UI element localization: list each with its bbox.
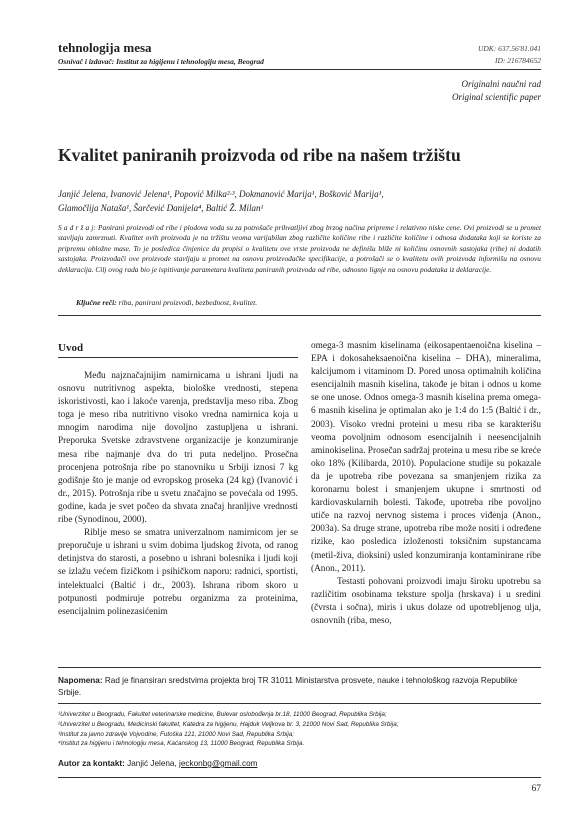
section-title-introduction: Uvod [58,342,84,354]
section-divider [58,357,298,358]
header-divider [58,69,541,70]
footnote-divider-bottom [58,703,541,704]
publisher-line: Osnivač i izdavač: Institut za higijenu i tehnologiju mesa, Beograd [58,57,264,66]
column-right [311,340,541,628]
keywords [76,298,257,307]
authors-line-2: Glamočlija Nataša¹, Šarčević Danijela⁴, Baltić Ž. Milan¹ [58,203,264,213]
keywords-list: riba, panirani proizvodi, bezbednost, kvalitet. [116,298,258,307]
page-footer-divider [58,777,541,778]
udk-code: UDK: 637.56'81.041 [477,44,541,53]
column-left [58,370,298,619]
paragraph-1: Među najznačajnijim namirnicama u ishrani ljudi na osnovu nutritivnog aspekta, biološke vrednosti, stepena iskoristivosti, kao i lakoće varenja, predstavlja meso riba. Zbog toga je meso riba nutritivno visoko vredna namirnica koja u mnogim narodima nije dovoljno zastupljena u ishrani. Preporuka Svetske zdravstvene organizacije je konzumiranje mesa ribe najmanje dva do tri puta nedeljno. Prosečna procenjena potrošnja ribe po stanovniku u Srbiji iznosi 7 kg godišnje što je manje od evropskog proseka (24 kg) (Ivanović i dr., 2015). Potrošnja ribe u svetu značajno se povećala od 1995. godine, kada je svet počeo da shvata značaj hranljive vrednosti ribe (Synodinou, 2000). [58,371,298,526]
authors-line-1: Janjić Jelena, Ivanović Jelena¹, Popović Milka²·³, Dokmanović Marija¹, Bošković Marija¹, [58,189,384,199]
paper-type-serbian: Originalni naučni rad [461,79,541,89]
affiliation-4: ⁴Institut za higijenu i tehnologiju mesa, Kaćanskog 13, 11000 Beograd, Republika Srbija. [58,740,305,748]
contact-label: Autor za kontakt: [58,759,125,768]
paragraph-3: omega-3 masnim kiselinama (eikosapentaenoična kiselina – EPA i dokosaheksaenoična kiselina – DHA), mineralima, kalcijumom i vitaminom D. Pored unosa optimalnih količina esencijalnih masnih kiselina, takođe je bitan i odnos u kome se one unose. Odnos omega-3 masnih kiselina prema omega-6 masnih kiselina je optimalan ako je 1:4 do 1:5 (Baltić i dr., 2003). Visoko vredni proteini u mesu riba se karakterišu veoma povoljnim odnosom esencijalnih i neesencijalnih aminokiselina. Prosečan sadržaj proteina u mesu ribe se kreće oko 18% (Kilibarda, 2010). Populacione studije su pokazale da je upotreba ribe povezana sa smanjenjem rizika za koronarnu bolest i smanjenjem ukupne i smrtnosti od kardiovaskularnih bolesti. Takođe, upotreba ribe povoljno utiče na razvoj nervnog sistema i proces viđenja (Anon., 2003a). Sa druge strane, upotreba ribe može nositi i određene rizike, kao posledica izloženosti toksičnim supstancama (metil-živa, dioksini) usled konzumiranja kontaminirane ribe (Anon., 2011). [311,341,542,574]
affiliation-3: ³Institut za javno zdravlje Vojvodine, Futoška 121, 21000 Novi Sad, Republika Srbija; [58,730,295,738]
affiliation-1: ¹Univerzitet u Beogradu, Fakultet veterinarske medicine, Bulevar oslobođenja br.18, 11000 Beograd, Republika Srbija; [58,711,387,718]
funding-note-label: Napomena: [58,676,103,685]
keywords-label: Ključne reči: [76,298,117,307]
abstract-text: S a d r ž a j: Panirani proizvodi od ribe i plodova voda su za potrošače prihvatljivi zbog brzog načina pripreme i relativno niske cene. Ovi proizvodi se u promet stavljaju zamrznuti. Kvalitet ovih proizvoda je na tržištu veoma varijabilan zbog različite količine ribe i različite količine i odnosa dodataka koji se koriste za pripremu obložne mase. To je posledica činjenice da propisi o kvalitetu ove vrste proizvoda ne definišu bliže ni količinu osnovnih sastojaka (ribe) ni dodatih sastojaka. Proizvođači ove proizvode stavljaju u promet na osnovu proizvođačke specifikacije, a potrošači se o kvalitetu ovih proizvoda informišu na osnovu deklaracija. Cilj ovog rada bio je ispitivanje parametara kvaliteta paniranih proizvoda od ribe, odnosno lignje na osnovu podataka iz deklaracije. [58,223,541,274]
affiliations [58,710,541,749]
paragraph-2: Riblje meso se smatra univerzalnom namirnicom jer se preporučuje u ishrani u svim dobima ljudskog života, od ranog detinjstva do starosti, a posebno u ishrani bolesnika i ljudi koji se izlažu većem fizičkom i psihičkom naporu: radnici, sportisti, intelektualci (Baltić i dr., 2003). Ishrana ribom skoro u potpunosti podmiruje potrebu organizma za proteinima, esencijalnim polinezasićenim [58,528,298,617]
contact-name: Janjić Jelena, [124,759,180,768]
contact-author [58,759,257,768]
abstract-divider [58,315,541,316]
funding-note-text: Rad je finansiran sredstvima projekta broj TR 31011 Ministarstva prosvete, nauke i tehnološkog razvoja Republike Srbije. [58,676,518,697]
footnote-divider-top [58,667,541,668]
paper-title: Kvalitet paniranih proizvoda od ribe na našem tržištu [58,145,461,165]
paragraph-4: Testasti pohovani proizvodi imaju široku upotrebu sa različitim osobinama teksture spolja (hrskava) i u sredini (čvrsta i sočna), miris i ukus dolaze od upotrebljenog ulja, osnovnih (riba, meso, [311,576,541,626]
journal-name: tehnologija mesa [58,40,152,55]
document-id: ID: 216784652 [494,56,541,65]
funding-note [58,675,541,698]
page-number: 67 [531,784,541,794]
contact-email-link[interactable]: jeckonbg@gmail.com [179,759,258,768]
paper-type-english: Original scientific paper [452,92,541,102]
affiliation-2: ²Univerzitet u Beogradu, Medicinski fakultet, Katedra za higijenu, Hajduk Veljkova br. 3, 21000 Novi Sad, Republika Srbija; [58,720,399,728]
